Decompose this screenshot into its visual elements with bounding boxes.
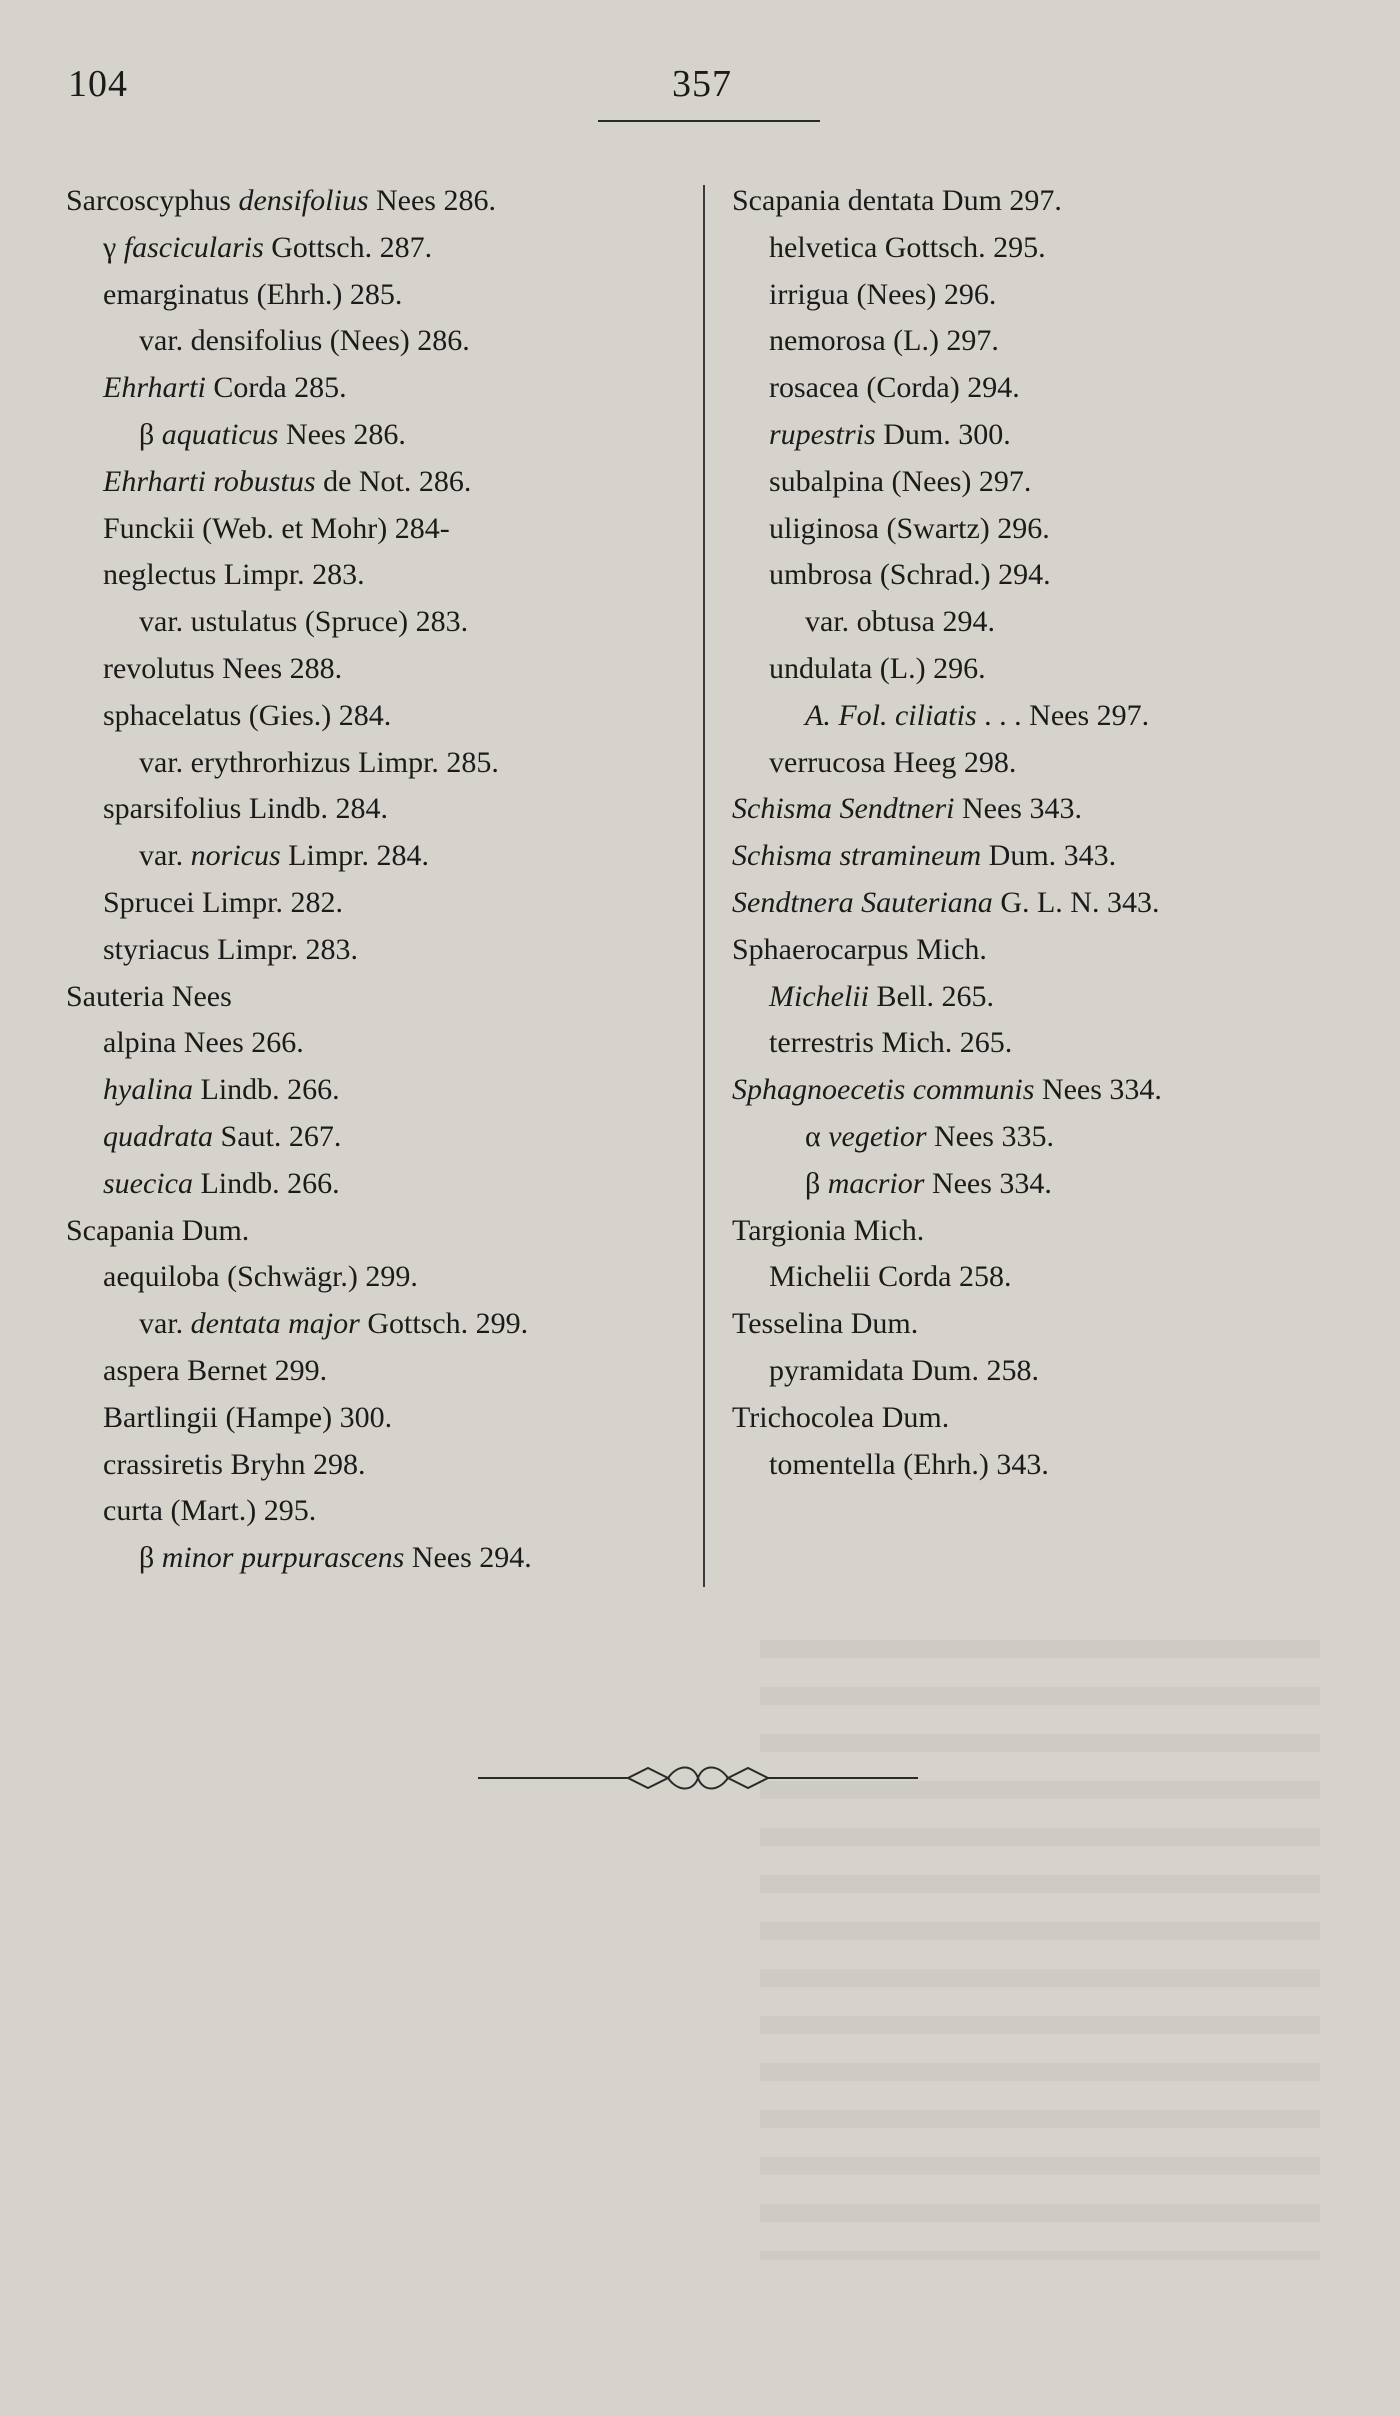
index-entry-text: var. densifolius (Nees) 286. (139, 324, 470, 358)
index-entry-text: var. erythrorhizus Limpr. 285. (139, 745, 499, 779)
index-entry-text: irrigua (Nees) 296. (769, 277, 997, 311)
index-entry-text: suecica (103, 1166, 193, 1200)
index-entry-text: G. L. N. 343. (992, 885, 1160, 919)
index-entry (66, 833, 691, 880)
index-entry-text: densifolius (238, 184, 369, 217)
index-entry-text: vegetior (828, 1119, 927, 1153)
index-entry-text: pyramidata Dum. 258. (769, 1353, 1039, 1387)
index-entry-text: Sauteria Nees (66, 979, 232, 1013)
index-entry (732, 1395, 1392, 1442)
index-entry-text: quadrata (103, 1119, 214, 1153)
index-entry-text: rosacea (Corda) 294. (769, 371, 1020, 405)
index-entry-text: Targionia Mich. (732, 1213, 925, 1247)
index-entry (66, 740, 691, 787)
index-entry-text: Funckii (Web. et Mohr) 284- (103, 511, 450, 545)
index-entry-text: tomentella (Ehrh.) 343. (769, 1447, 1049, 1481)
index-entry-text: var. obtusa 294. (805, 605, 995, 639)
index-entry (66, 1161, 691, 1208)
index-entry-text: Saut. 267. (213, 1119, 342, 1153)
index-entry (66, 1301, 691, 1348)
index-entry-text: Lindb. 266. (193, 1073, 340, 1107)
index-entry (66, 412, 691, 459)
index-entry-text: helvetica Gottsch. 295. (769, 230, 1046, 264)
index-entry-text: Dum. 300. (875, 417, 1011, 451)
index-entry (732, 1348, 1392, 1395)
index-entry-text: undulata (L.) 296. (769, 651, 986, 685)
index-entry-text: Limpr. 284. (280, 839, 429, 873)
index-entry (66, 272, 691, 319)
index-entry (66, 178, 691, 225)
index-entry (66, 1254, 691, 1301)
index-entry-text: neglectus Limpr. 283. (103, 558, 365, 592)
index-entry-text: Trichocolea Dum. (732, 1400, 950, 1434)
index-entry (732, 412, 1392, 459)
index-entry-text: Sendtnera Sauteriana (732, 885, 993, 919)
index-entry (732, 927, 1392, 974)
index-entry-text: dentata major (190, 1307, 360, 1341)
index-entry-text: Gottsch. 299. (359, 1307, 529, 1341)
index-entry-text: Nees 294. (404, 1541, 532, 1575)
index-entry-text: Sphagnoecetis communis (732, 1073, 1035, 1107)
index-entry (732, 1254, 1392, 1301)
index-entry-text: revolutus Nees 288. (103, 651, 343, 685)
index-entry-text: Ehrharti (103, 371, 206, 405)
index-entry-text: uliginosa (Swartz) 296. (769, 511, 1050, 545)
index-entry (66, 693, 691, 740)
index-entry (732, 646, 1392, 693)
index-entry (732, 365, 1392, 412)
index-entry (732, 693, 1392, 740)
index-entry-text: hyalina (103, 1073, 193, 1107)
index-entry-text: var. (139, 839, 191, 873)
index-entry (66, 1488, 691, 1535)
index-entry (66, 318, 691, 365)
index-entry (732, 880, 1392, 927)
index-entry-text: aquaticus (161, 417, 279, 451)
header-rule (598, 120, 820, 122)
index-entry (732, 1208, 1392, 1255)
index-entry-text: emarginatus (Ehrh.) 285. (103, 277, 403, 311)
index-entry-text: crassiretis Bryhn 298. (103, 1447, 366, 1481)
index-entry-text: aspera Bernet 299. (103, 1353, 328, 1387)
index-entry-text: α (805, 1119, 829, 1153)
index-entry (66, 646, 691, 693)
index-entry-text: Scapania Dum. (66, 1213, 250, 1247)
index-entry-text: Sprucei Limpr. 282. (103, 885, 343, 919)
index-entry-text: de Not. 286. (315, 464, 472, 498)
index-entry-text: Ehrharti robustus (103, 464, 316, 498)
index-entry (66, 974, 691, 1021)
index-entry (732, 833, 1392, 880)
index-entry-text: sphacelatus (Gies.) 284. (103, 698, 392, 732)
index-entry (66, 786, 691, 833)
index-entry-text: Sphaerocarpus Mich. (732, 932, 987, 966)
index-entry-text: γ (103, 230, 124, 264)
index-entry (66, 1067, 691, 1114)
page-number-center: 357 (672, 63, 732, 105)
index-entry-text: alpina Nees 266. (103, 1026, 304, 1060)
index-entry-text: Nees 334. (924, 1166, 1052, 1200)
index-entry (732, 1301, 1392, 1348)
index-column-right (732, 178, 1392, 1488)
index-entry-text: styriacus Limpr. 283. (103, 932, 358, 966)
index-entry-text: Lindb. 266. (192, 1166, 340, 1200)
index-entry-text: subalpina (Nees) 297. (769, 464, 1032, 498)
index-entry-text: Bell. 265. (868, 979, 994, 1013)
index-entry-text: Corda 285. (205, 371, 347, 405)
index-entry (66, 1348, 691, 1395)
index-entry (732, 1161, 1392, 1208)
index-entry-text: noricus (190, 839, 281, 873)
ornament-divider-icon (478, 1758, 918, 1798)
index-entry-text: Tesselina Dum. (732, 1307, 919, 1341)
index-entry (732, 552, 1392, 599)
index-entry (66, 1535, 691, 1582)
index-entry-text: Nees 343. (954, 792, 1082, 826)
index-entry-text: fascicularis (123, 230, 264, 264)
index-entry (732, 974, 1392, 1021)
index-entry (732, 1442, 1392, 1489)
index-entry-text: Schisma stramineum (732, 839, 982, 873)
index-entry (732, 740, 1392, 787)
index-entry (66, 1020, 691, 1067)
index-entry-text: β (139, 417, 162, 451)
index-entry (66, 927, 691, 974)
index-entry-text: var. (139, 1307, 191, 1341)
index-entry (732, 459, 1392, 506)
index-entry-text: . . . Nees 297. (976, 698, 1150, 732)
index-entry-text: terrestris Mich. 265. (769, 1026, 1013, 1060)
bleed-through-texture (760, 1640, 1320, 2260)
index-entry (732, 225, 1392, 272)
index-entry-text: Nees 334. (1034, 1073, 1162, 1107)
index-entry (66, 459, 691, 506)
index-entry-text: Sarcoscyphus (66, 184, 239, 217)
index-entry-text: var. ustulatus (Spruce) 283. (139, 605, 469, 639)
index-entry (732, 1114, 1392, 1161)
index-entry-text: Nees 335. (926, 1119, 1054, 1153)
index-entry-text: β (805, 1166, 828, 1200)
index-entry (732, 1067, 1392, 1114)
index-entry-text: curta (Mart.) 295. (103, 1494, 317, 1528)
index-entry (66, 552, 691, 599)
index-entry-text: Nees 286. (278, 417, 406, 451)
index-entry-text: nemorosa (L.) 297. (769, 324, 999, 358)
index-entry-text: sparsifolius Lindb. 284. (103, 792, 388, 826)
index-entry (66, 1395, 691, 1442)
index-entry (732, 506, 1392, 553)
index-entry-text: A. Fol. ciliatis (805, 698, 977, 732)
index-entry-text: Michelii (769, 979, 869, 1013)
index-entry-text: aequiloba (Schwägr.) 299. (103, 1260, 418, 1294)
index-entry (732, 1020, 1392, 1067)
page-number-left: 104 (68, 63, 128, 105)
index-entry (732, 178, 1392, 225)
index-entry-text: Schisma Sendtneri (732, 792, 955, 826)
index-entry (66, 506, 691, 553)
index-entry-text: macrior (827, 1166, 925, 1200)
index-entry-text: Bartlingii (Hampe) 300. (103, 1400, 393, 1434)
index-entry (66, 1208, 691, 1255)
index-entry-text: rupestris (769, 417, 876, 451)
index-entry (732, 272, 1392, 319)
index-entry (732, 786, 1392, 833)
index-entry-text: verrucosa Heeg 298. (769, 745, 1017, 779)
index-entry (66, 1442, 691, 1489)
index-entry-text: minor purpurascens (161, 1541, 405, 1575)
index-entry (732, 318, 1392, 365)
index-entry-text: Nees 286. (368, 184, 496, 217)
index-entry-text: Dum. 343. (981, 839, 1117, 873)
index-entry-text: β (139, 1541, 162, 1575)
column-divider (703, 185, 705, 1587)
index-entry (66, 599, 691, 646)
index-entry (66, 880, 691, 927)
index-entry (732, 599, 1392, 646)
index-entry (66, 225, 691, 272)
index-column-left (66, 178, 691, 1582)
index-entry (66, 365, 691, 412)
index-entry-text: Michelii Corda 258. (769, 1260, 1012, 1294)
index-entry-text: umbrosa (Schrad.) 294. (769, 558, 1051, 592)
index-entry (66, 1114, 691, 1161)
index-entry-text: Gottsch. 287. (263, 230, 433, 264)
index-entry-text: Scapania dentata Dum 297. (732, 184, 1062, 217)
